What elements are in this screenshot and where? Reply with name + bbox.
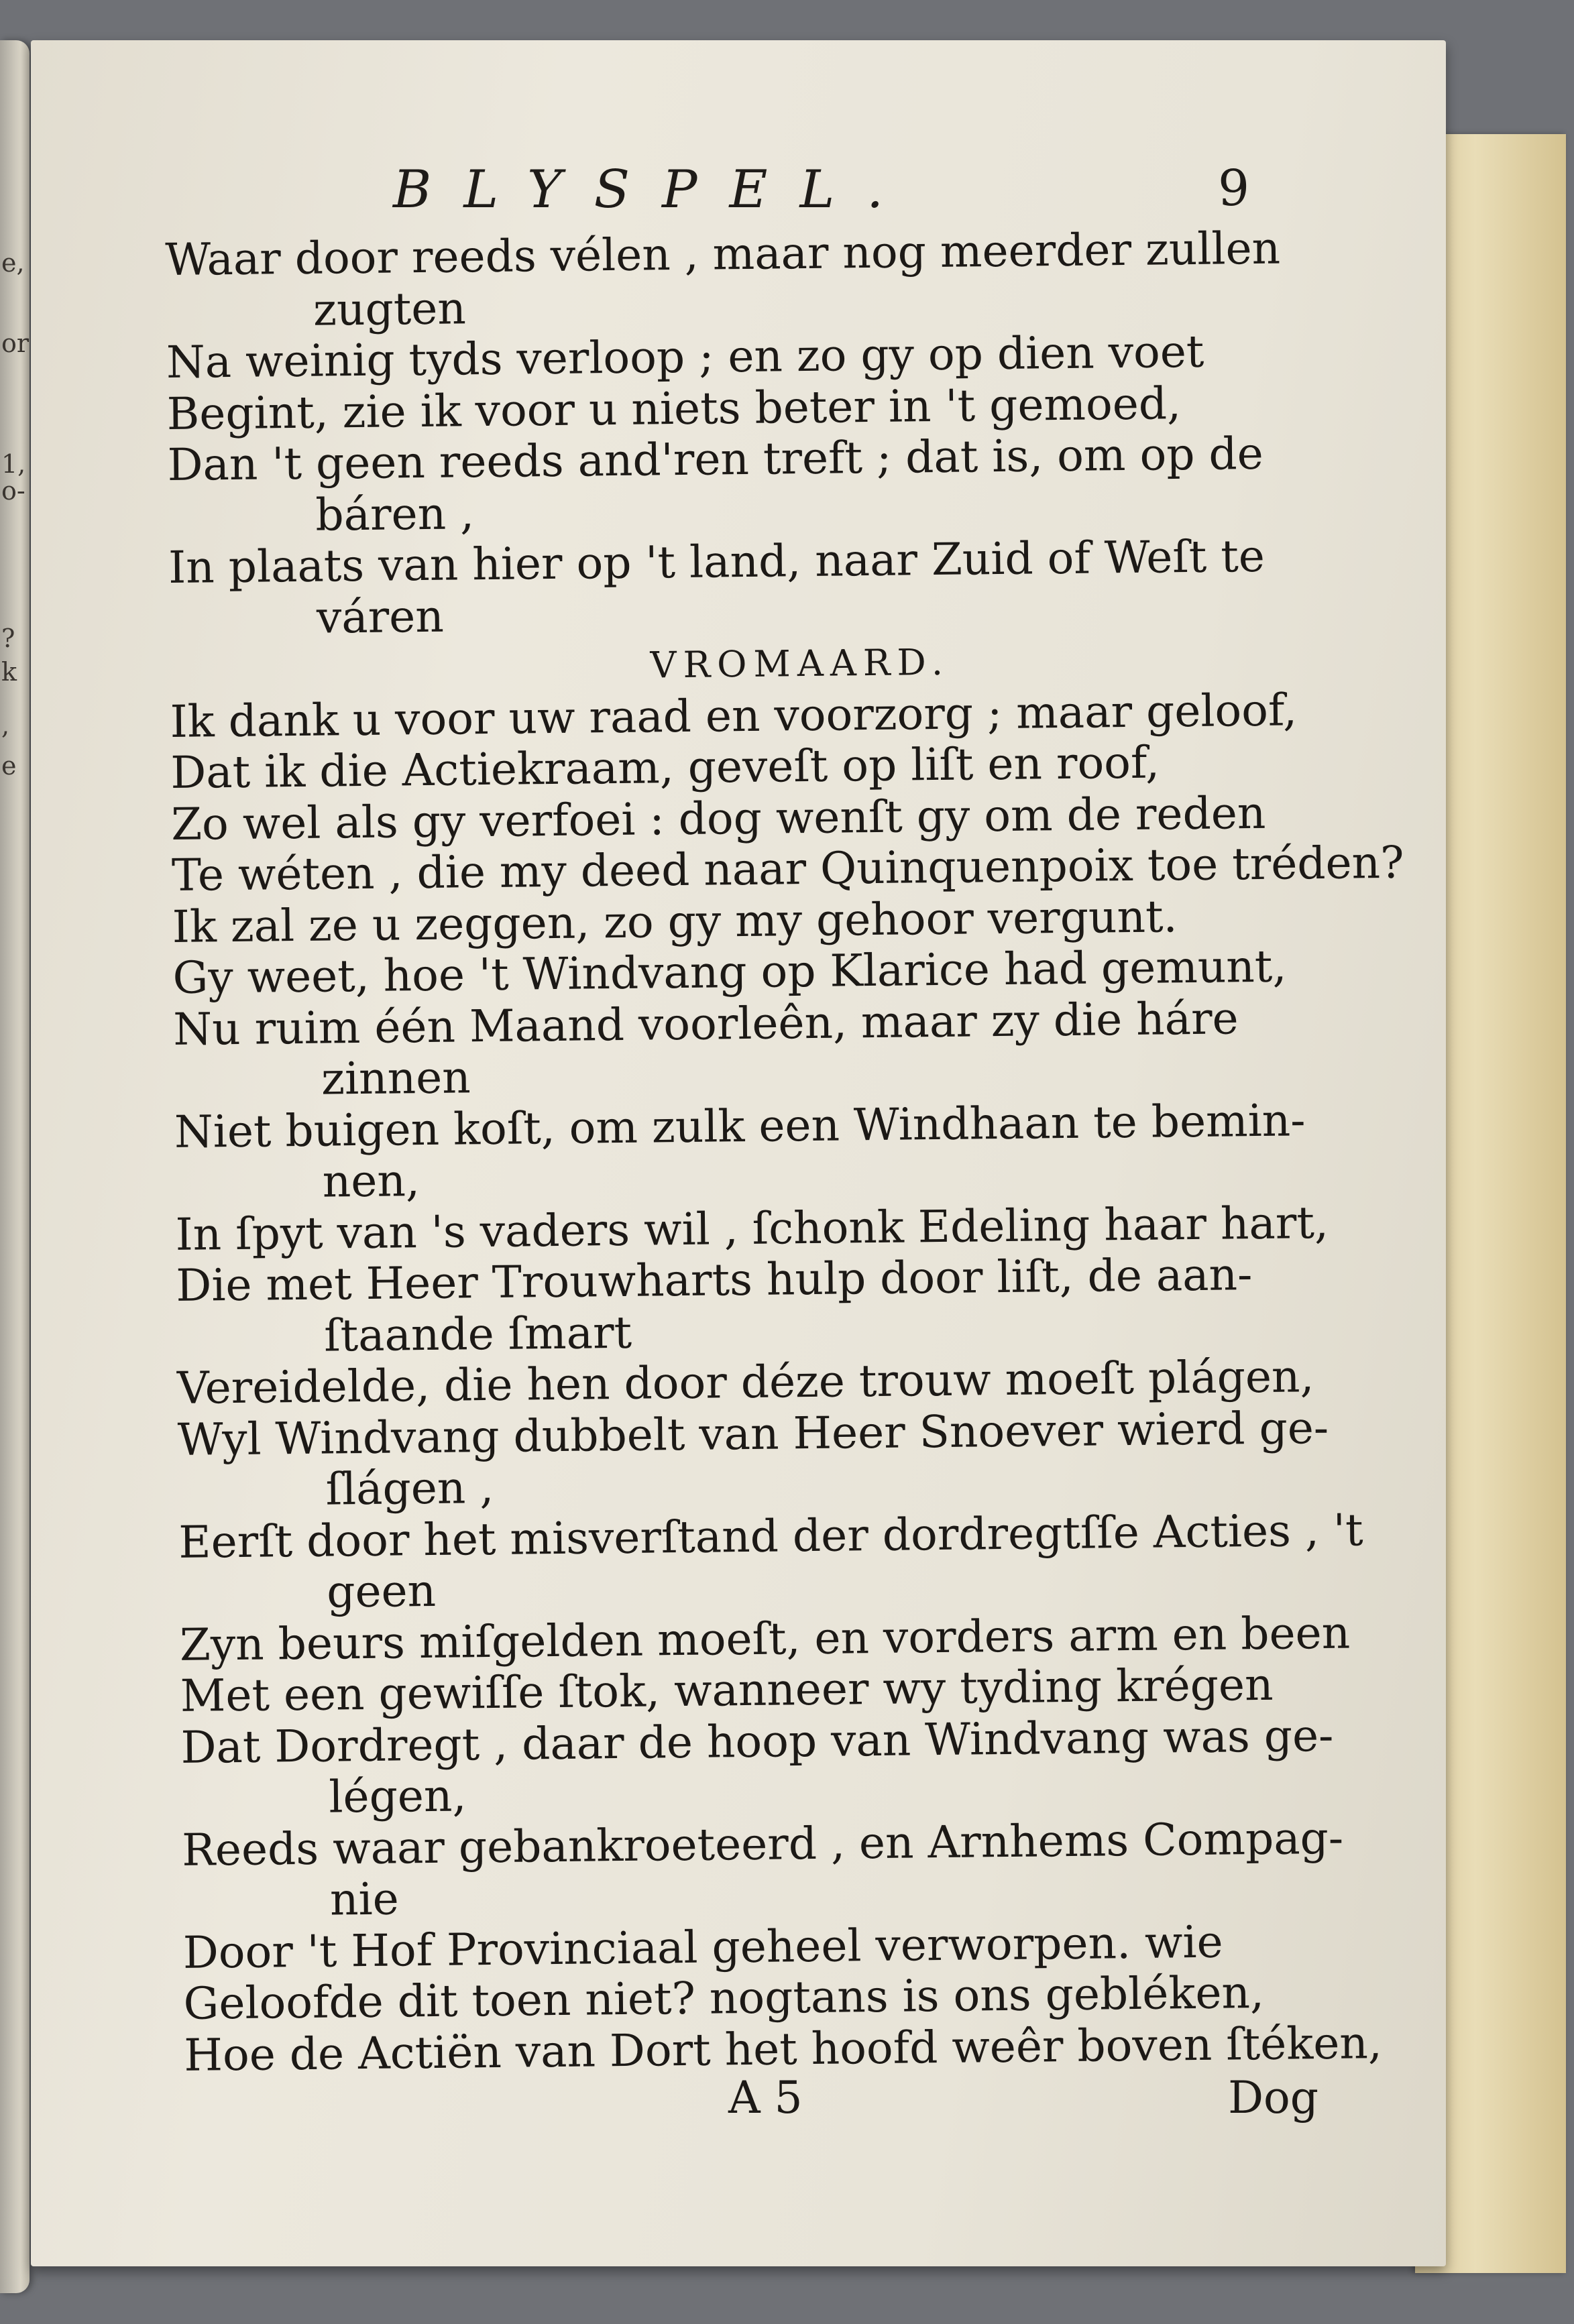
verse-line: Vereidelde, die hen door déze trouw moeſt plágen, <box>176 1350 1314 1414</box>
verse-line: In ſpyt van 's vaders wil , ſchonk Edeling haar hart, <box>175 1196 1329 1261</box>
verse-line: Met een gewiſſe ſtok, wanneer wy tyding krégen <box>180 1658 1274 1722</box>
left-page-fragment: k <box>1 657 17 687</box>
catchword: Dog <box>1228 2072 1318 2124</box>
left-page-edge <box>0 40 30 2293</box>
verse-line: ſtaande ſmart <box>323 1306 632 1362</box>
verse-line: In plaats van hier op 't land, naar Zuid of Weſt te <box>168 530 1266 593</box>
verse-line: Wyl Windvang dubbelt van Heer Snoever wierd ge- <box>177 1401 1329 1466</box>
verse-line: Na weinig tyds verloop ; en zo gy op dien voet <box>166 325 1204 388</box>
verse-line: Dat Dordregt , daar de hoop van Windvang was ge- <box>180 1709 1334 1774</box>
verse-line: Begint, zie ik voor u niets beter in 't gemoed, <box>166 377 1182 440</box>
verse-line: Geloofde dit toen niet? nogtans is ons gebléken, <box>183 1966 1265 2030</box>
verse-line: Hoe de Actiën van Dort het hoofd weêr boven ſtéken, <box>184 2016 1383 2081</box>
verse-line: Te wéten , die my deed naar Quinquenpoix toe tréden? <box>171 836 1404 901</box>
verse-line: Waar door reeds vélen , maar nog meerder zullen <box>164 222 1281 286</box>
verse-text-block <box>164 222 1404 2081</box>
verse-line: Zyn beurs miſgelden moeſt, en vorders arm en been <box>179 1607 1351 1671</box>
verse-line: Gy weet, hoe 't Windvang op Klarice had gemunt, <box>172 940 1287 1004</box>
verse-line: Dan 't geen reeds and'ren treft ; dat is, om op de <box>167 427 1264 491</box>
verse-line: báren , <box>315 487 475 541</box>
verse-line: Ik zal ze u zeggen, zo gy my gehoor vergunt. <box>172 890 1178 953</box>
verse-line: zugten <box>313 282 467 336</box>
verse-line: zinnen <box>321 1051 471 1105</box>
left-page-fragment: ? <box>1 624 15 653</box>
page-footer <box>165 2072 1318 2126</box>
verse-line: váren <box>316 590 445 644</box>
verse-line: Ik dank u voor uw raad en voorzorg ; maar geloof, <box>170 683 1298 748</box>
verse-line: légen, <box>329 1769 467 1823</box>
left-page-fragment: or <box>1 329 30 358</box>
verse-line: ſlágen , <box>325 1461 494 1515</box>
verse-line: Dat ik die Actiekraam, geveſt op liſt en roof, <box>170 736 1160 799</box>
left-page-fragment: 1, <box>1 449 26 479</box>
speaker-name: VROMAARD. <box>650 640 950 687</box>
verse-line: Niet buigen koſt, om zulk een Windhaan te bemin- <box>174 1094 1306 1158</box>
verse-line: nie <box>329 1873 400 1926</box>
page-header <box>393 160 1265 233</box>
verse-line: Reeds waar gebankroeteerd , en Arnhems Compag- <box>181 1812 1344 1876</box>
verse-line: nen, <box>322 1155 420 1208</box>
verse-line: Zo wel als gy verfoei : dog wenſt gy om de reden <box>170 787 1266 850</box>
verse-line: geen <box>326 1564 437 1618</box>
left-page-fragment: e <box>1 751 17 780</box>
verse-line: Nu ruim één Maand voorleên, maar zy die háre <box>173 992 1239 1055</box>
book-page <box>31 40 1446 2266</box>
left-page-fragment: o- <box>1 476 25 506</box>
left-page-fragment: , <box>1 711 10 740</box>
left-page-fragment: e, <box>1 248 25 278</box>
verse-line: Door 't Hof Provinciaal geheel verworpen. wie <box>182 1916 1223 1979</box>
verse-line: Die met Heer Trouwharts hulp door liſt, de aan- <box>176 1248 1253 1312</box>
running-head: BLYSPEL. <box>393 160 916 220</box>
page-number: 9 <box>1218 160 1250 217</box>
signature-mark: A 5 <box>728 2072 803 2124</box>
verse-line: Eerſt door het misverſtand der dordregtſſe Acties , 't <box>178 1503 1363 1568</box>
